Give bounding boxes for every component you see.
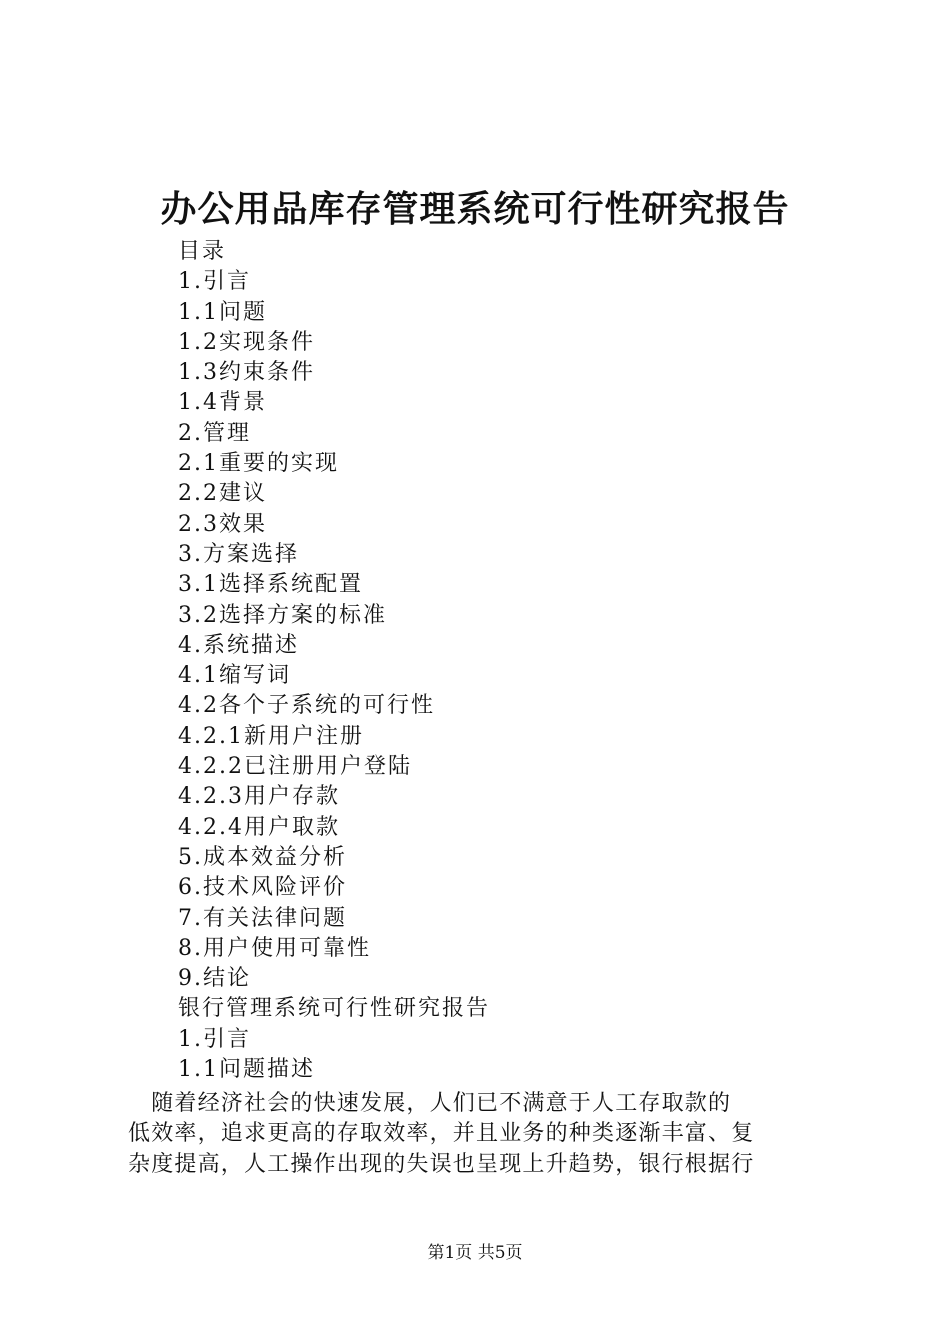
- text-line: 2.2建议: [178, 481, 267, 507]
- paragraph-line: 随着经济社会的快速发展，人们已不满意于人工存取款的: [128, 1091, 732, 1116]
- text-line: 4.1缩写词: [178, 663, 291, 689]
- text-line: 4.2.2已注册用户登陆: [178, 754, 412, 780]
- text-line: 5.成本效益分析: [178, 844, 347, 870]
- text-line: 1.1问题描述: [178, 1057, 315, 1083]
- body-paragraph: [128, 1089, 833, 1180]
- document-title: 办公用品库存管理系统可行性研究报告: [160, 188, 790, 230]
- text-line: 4.2.4用户取款: [178, 814, 340, 840]
- document-lines: [178, 237, 858, 1085]
- page-footer: 第1页 共5页: [427, 1243, 523, 1263]
- text-line: 4.2各个子系统的可行性: [178, 693, 435, 719]
- text-line: 1.引言: [178, 269, 251, 295]
- paragraph-line: 低效率，追求更高的存取效率，并且业务的种类逐渐丰富、复: [128, 1121, 755, 1147]
- text-line: 2.管理: [178, 420, 251, 446]
- text-line: 1.2实现条件: [178, 329, 315, 355]
- text-line: 3.1选择系统配置: [178, 572, 363, 598]
- text-line: 6.技术风险评价: [178, 875, 347, 901]
- text-line: 4.2.3用户存款: [178, 784, 340, 810]
- text-line: 3.2选择方案的标准: [178, 602, 387, 628]
- text-line: 目录: [178, 239, 227, 264]
- text-line: 2.3效果: [178, 511, 267, 537]
- paragraph-line: 杂度提高，人工操作出现的失误也呈现上升趋势，银行根据行: [128, 1151, 755, 1177]
- text-line: 1.4背景: [178, 390, 267, 416]
- text-line: 2.1重要的实现: [178, 451, 339, 477]
- text-line: 8.用户使用可靠性: [178, 935, 371, 961]
- text-line: 银行管理系统可行性研究报告: [178, 996, 491, 1022]
- text-line: 1.3约束条件: [178, 360, 315, 386]
- text-line: 9.结论: [178, 966, 251, 992]
- text-line: 4.系统描述: [178, 632, 299, 658]
- text-line: 7.有关法律问题: [178, 905, 347, 931]
- text-line: 3.方案选择: [178, 541, 299, 567]
- text-line: 1.1问题: [178, 299, 267, 325]
- text-line: 1.引言: [178, 1026, 251, 1052]
- text-line: 4.2.1新用户注册: [178, 723, 364, 749]
